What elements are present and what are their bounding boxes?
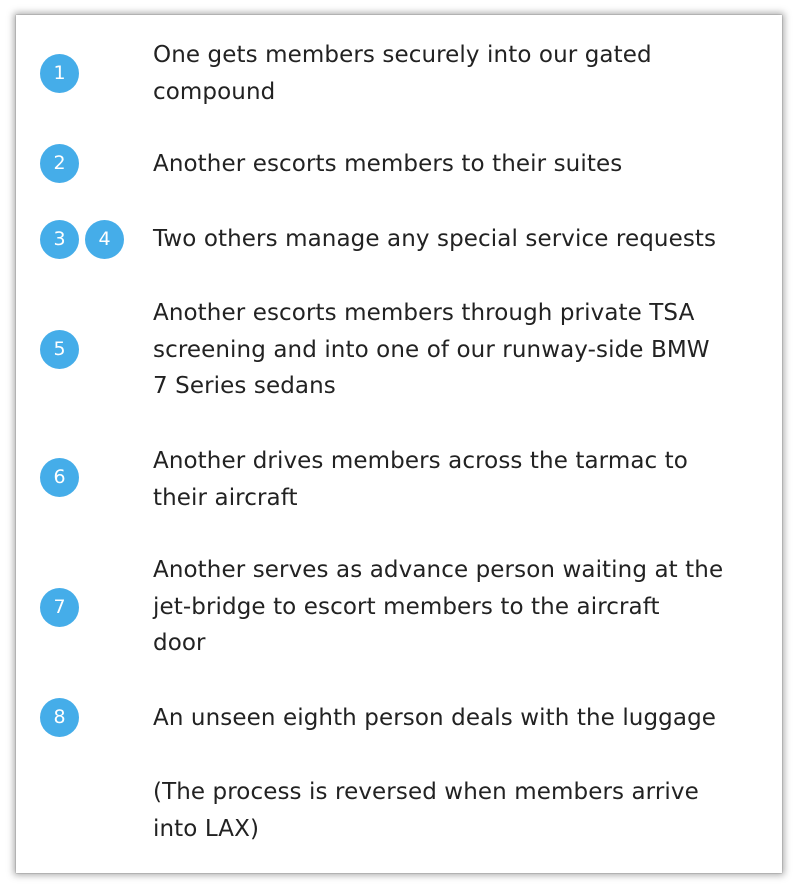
step-text: One gets members securely into our gated compound [153,42,652,105]
step-number-badge: 4 [85,220,124,259]
step-text: Another drives members across the tarmac to their aircraft [153,448,688,511]
step-number-badge: 5 [40,330,79,369]
step-number-badge: 6 [40,458,79,497]
step-text: Another escorts members through private TSA screening and into one of our runway-side BMW 7 Series sedans [153,300,710,399]
step-text: Another escorts members to their suites [153,151,623,177]
step-number-badge: 8 [40,698,79,737]
step-badges [40,588,79,627]
step-number-badge: 7 [40,588,79,627]
step-number-badge: 1 [40,54,79,93]
footnote-text: (The process is reversed when members arrive into LAX) [153,779,699,842]
step-badges [40,144,79,183]
step-number-badge: 2 [40,144,79,183]
step-badges [40,458,79,497]
step-badges [40,220,124,259]
step-badges [40,698,79,737]
step-text: Two others manage any special service requests [153,226,717,252]
step-badges [40,330,79,369]
step-badges [40,54,79,93]
step-text: Another serves as advance person waiting at the jet-bridge to escort members to the aircraft door [153,557,724,656]
step-number-badge: 3 [40,220,79,259]
step-text: An unseen eighth person deals with the luggage [153,705,717,731]
info-card [16,15,782,873]
